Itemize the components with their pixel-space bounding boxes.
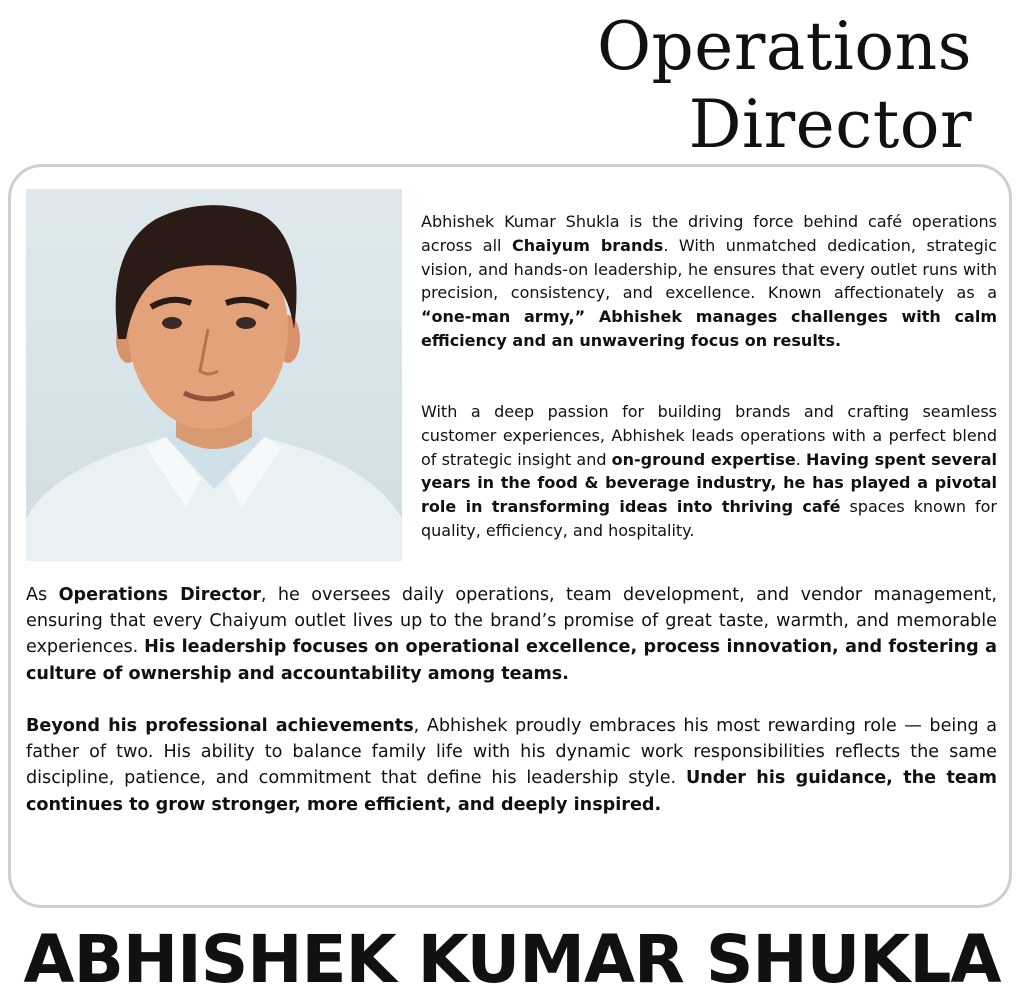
bio-text: , Abhishek proudly embraces his most rewarding role — being a father of two. His ability to balance family life with his dynamic work responsibilities reflects the same discipline, patience, and commitment that define his leadership style.: [26, 716, 997, 789]
bio-text: spaces known for quality, efficiency, and hospitality.: [421, 497, 998, 540]
bio-paragraph-1: [421, 210, 997, 353]
bio-bold-text: Under his guidance, the team continues to grow stronger, more efficient, and deeply inspired.: [26, 768, 997, 815]
page-title: [597, 8, 972, 164]
bio-bold-text: His leadership focuses on operational excellence, process innovation, and fostering a culture of ownership and accountability among teams.: [26, 637, 997, 684]
bio-bold-text: Operations Director: [58, 585, 261, 605]
bio-text: Abhishek Kumar Shukla is the driving force behind café operations across all: [421, 212, 997, 255]
bio-text: , he oversees daily operations, team development, and vendor management, ensuring that every Chaiyum outlet lives up to the brand’s promise of great taste, warmth, and memorable experiences.: [26, 585, 997, 658]
bio-paragraph-2: [421, 400, 997, 543]
bio-text: With a deep passion for building brands and crafting seamless customer experiences, Abhishek leads operations with a perfect blend of strategic insight and: [421, 402, 997, 469]
bio-bold-text: Having spent several years in the food & beverage industry, he has played a pivotal role in transforming ideas into thriving café: [421, 449, 997, 517]
bio-bold-text: Chaiyum brands: [511, 235, 664, 255]
profile-photo: [26, 189, 402, 561]
bio-paragraph-3: [26, 582, 997, 687]
bio-paragraph-4: [26, 713, 997, 818]
person-portrait-icon: [26, 189, 402, 561]
bio-text: As: [26, 585, 59, 605]
bio-text: .: [795, 449, 807, 469]
title-line-2: Director: [688, 86, 972, 163]
bio-text: . With unmatched dedication, strategic vision, and hands-on leadership, he ensures that every outlet runs with precision, consistency, and excellence. Known affectionately as a: [421, 235, 998, 303]
bio-bold-text: on-ground expertise: [611, 449, 796, 469]
bio-bold-text: “one-man army,” Abhishek manages challenges with calm efficiency and an unwavering focus on results.: [421, 307, 997, 350]
bio-bold-text: Beyond his professional achievements: [26, 716, 414, 736]
title-line-1: Operations: [596, 8, 972, 85]
person-name: ABHISHEK KUMAR SHUKLA: [23, 921, 1001, 998]
